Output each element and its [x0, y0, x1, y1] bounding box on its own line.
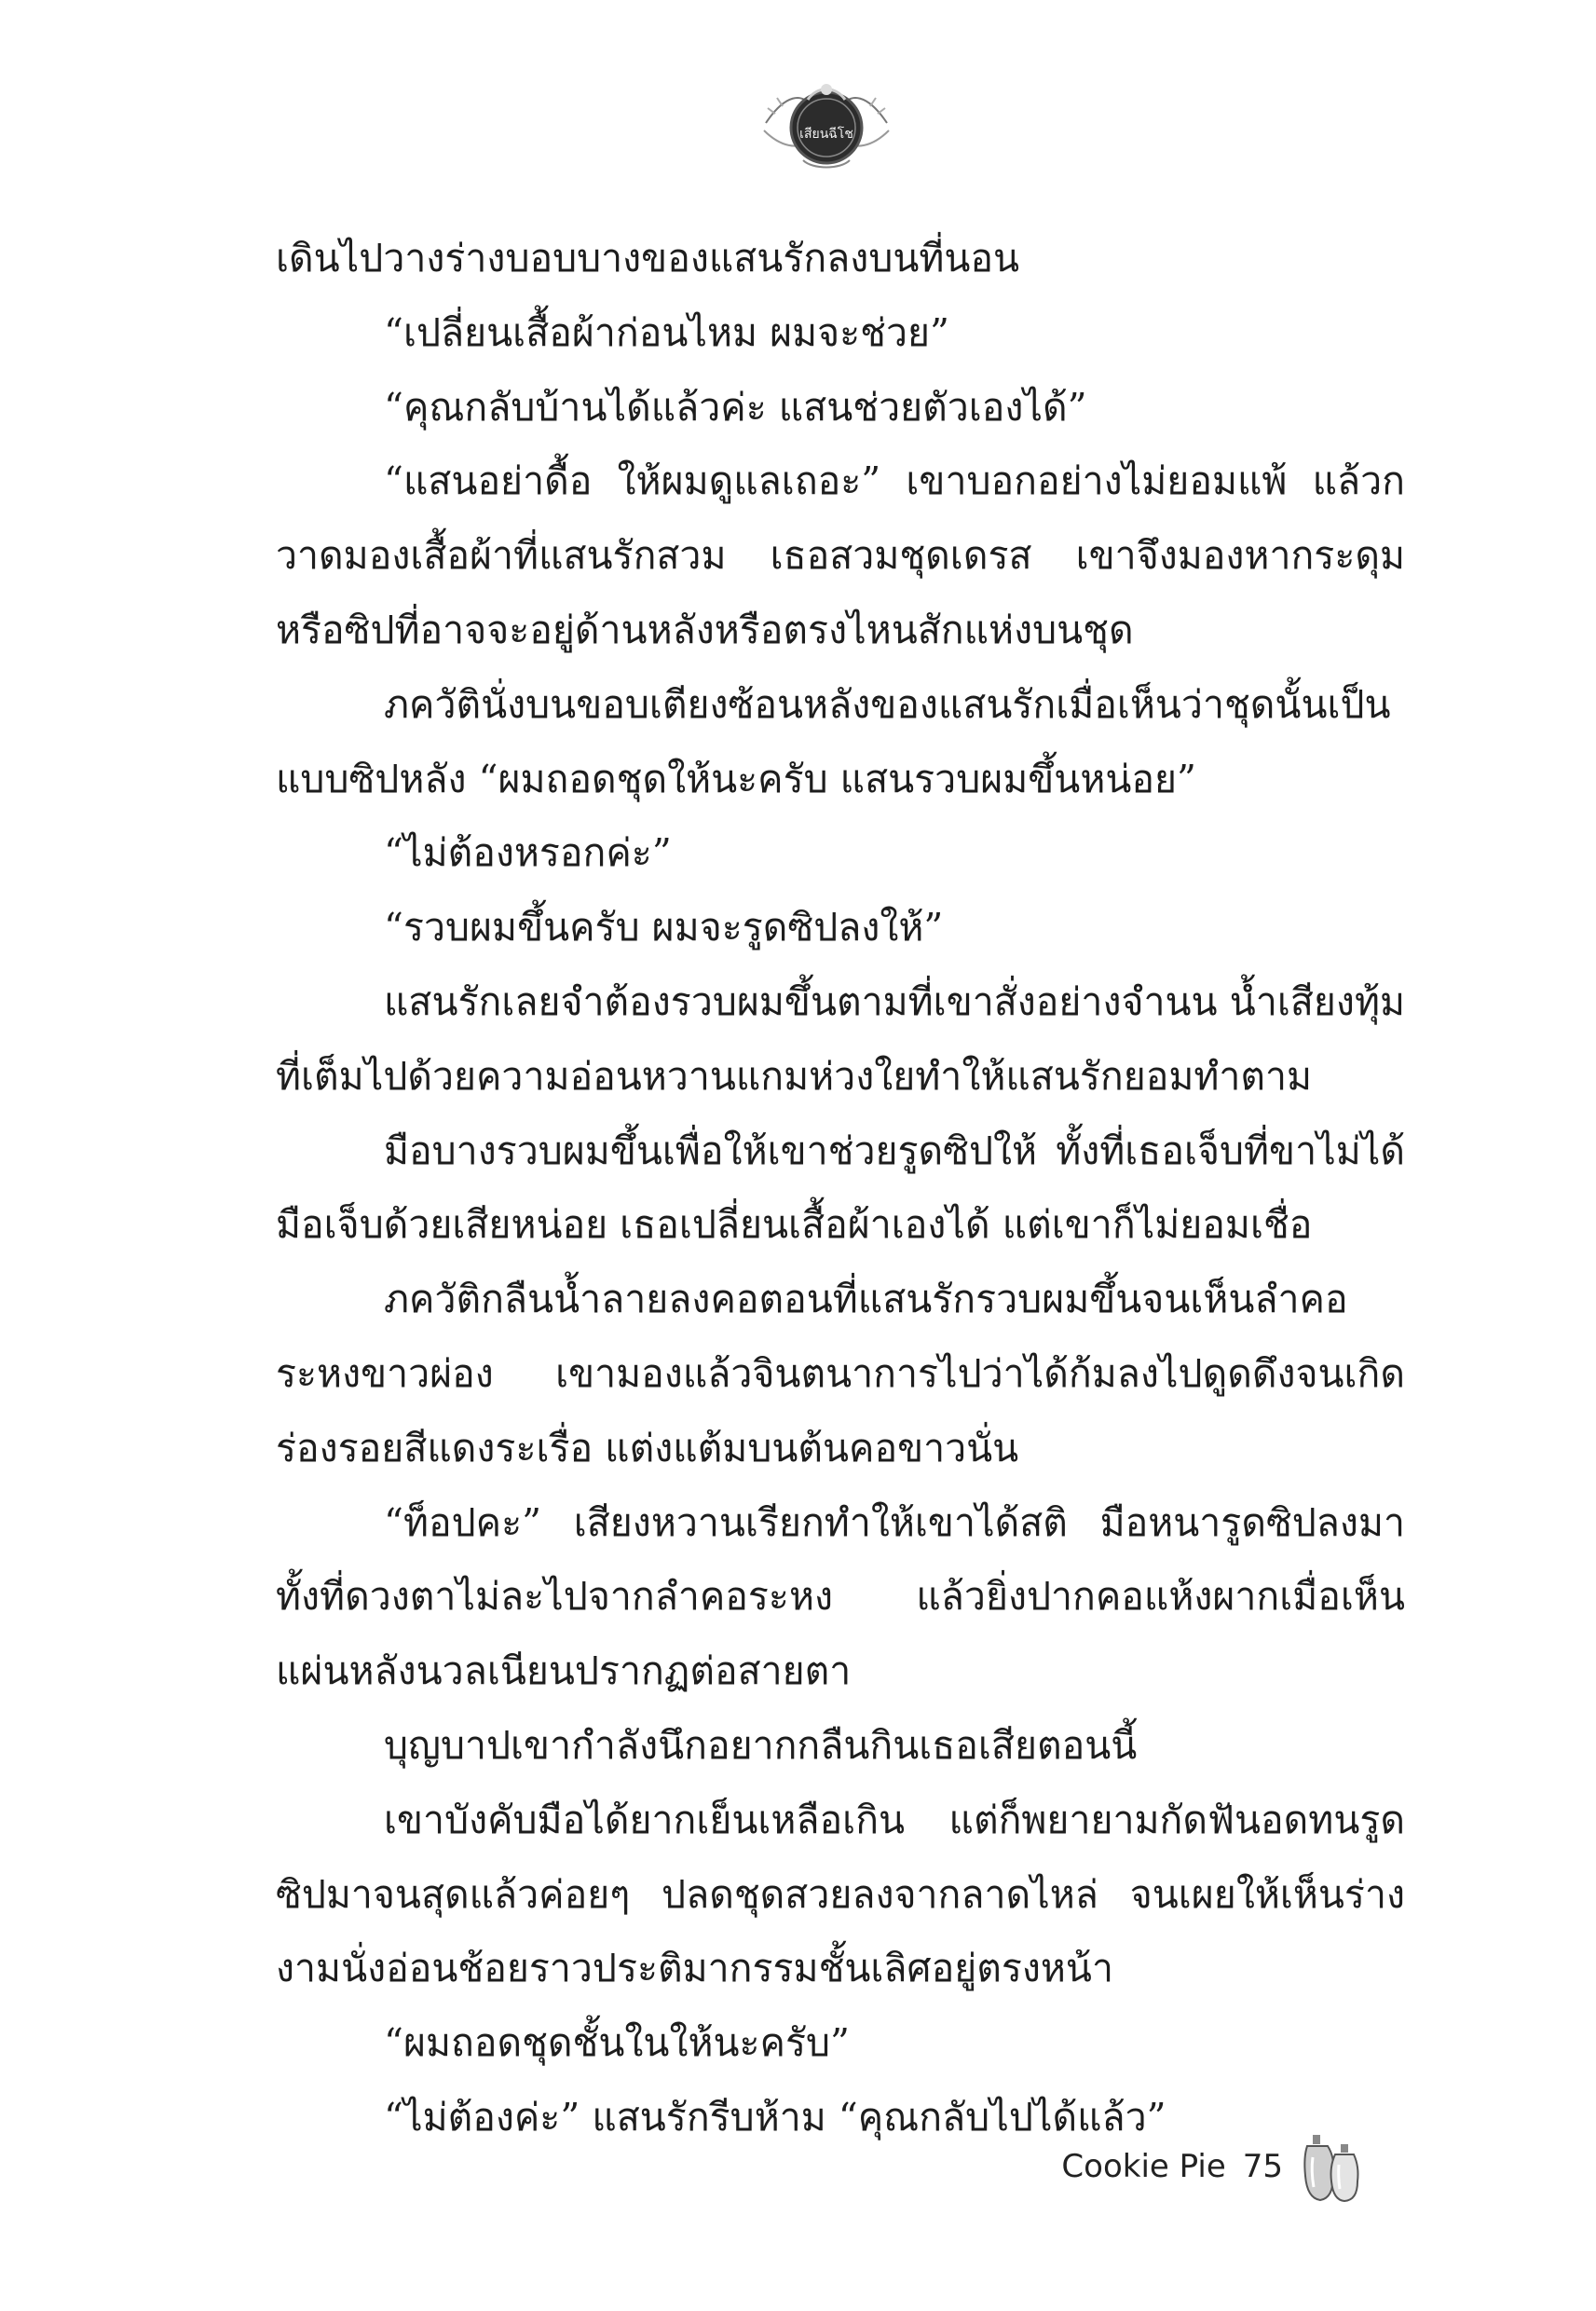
paragraph-11: “ท็อปคะ” เสียงหวานเรียกทำให้เขาได้สติ มือหนารูดซิปลงมาทั้งที่ดวงตาไม่ละไปจากลำคอระหง แล้วยิ่งปากคอแห้งผากเมื่อเห็นแผ่นหลังนวลเนียนปรากฏต่อสายตา	[276, 1499, 1405, 1694]
page-number: 75	[1242, 2148, 1283, 2185]
paragraph-3: “คุณกลับบ้านได้แล้วค่ะ แสนช่วยตัวเองได้”	[384, 384, 1087, 430]
paragraph-6: “ไม่ต้องหรอกค่ะ”	[384, 830, 672, 876]
paragraph-13: เขาบังคับมือได้ยากเย็นเหลือเกิน แต่ก็พยายามกัดฟันอดทนรูดซิปมาจนสุดแล้วค่อยๆ ปลดชุดสวยลงจากลาดไหล่ จนเผยให้เห็นร่างงามนั่งอ่อนช้อยราวประติมากรรมชั้นเลิศอยู่ตรงหน้า	[276, 1797, 1405, 1991]
page-footer	[1061, 2134, 1365, 2199]
emblem-text: เสียนฉีโช	[799, 127, 853, 142]
ornament-emblem-icon	[757, 58, 896, 188]
paragraph-7: “รวบผมขึ้นครับ ผมจะรูดซิปลงให้”	[384, 905, 944, 950]
paragraph-1: เดินไปวางร่างบอบบางของแสนรักลงบนที่นอน	[276, 236, 1020, 280]
paragraph-14: “ผมถอดชุดชั้นในให้นะครับ”	[384, 2020, 850, 2066]
story-text	[276, 222, 1405, 2155]
perfume-bottles-icon	[1300, 2129, 1365, 2204]
paragraph-2: “เปลี่ยนเสื้อผ้าก่อนไหม ผมจะช่วย”	[384, 309, 949, 355]
paragraph-5: ภควัตินั่งบนขอบเตียงซ้อนหลังของแสนรักเมื่อเห็นว่าชุดนั้นเป็นแบบซิปหลัง “ผมถอดชุดให้นะครับ แสนรวบผมขึ้นหน่อย”	[276, 681, 1391, 801]
paragraph-9: มือบางรวบผมขึ้นเพื่อให้เขาช่วยรูดซิปให้ ทั้งที่เธอเจ็บที่ขาไม่ได้มือเจ็บด้วยเสียหน่อย เธอเปลี่ยนเสื้อผ้าเองได้ แต่เขาก็ไม่ยอมเชื่อ	[276, 1128, 1405, 1248]
paragraph-8: แสนรักเลยจำต้องรวบผมขึ้นตามที่เขาสั่งอย่างจำนน น้ำเสียงทุ้มที่เต็มไปด้วยความอ่อนหวานแกมห่วงใยทำให้แสนรักยอมทำตาม	[276, 978, 1405, 1099]
paragraph-12: บุญบาปเขากำลังนึกอยากกลืนกินเธอเสียตอนนี้	[384, 1722, 1138, 1768]
paragraph-4: “แสนอย่าดื้อ ให้ผมดูแลเถอะ” เขาบอกอย่างไม่ยอมแพ้ แล้วกวาดมองเสื้อผ้าที่แสนรักสวม เธอสวมชุดเดรส เขาจึงมองหากระดุมหรือซิปที่อาจจะอยู่ด้านหลังหรือตรงไหนสักแห่งบนชุด	[276, 458, 1405, 652]
book-title: Cookie Pie	[1061, 2148, 1226, 2185]
paragraph-15: “ไม่ต้องค่ะ” แสนรักรีบห้าม “คุณกลับไปได้แล้ว”	[384, 2094, 1166, 2140]
paragraph-10: ภควัติกลืนน้ำลายลงคอตอนที่แสนรักรวบผมขึ้นจนเห็นลำคอระหงขาวผ่อง เขามองแล้วจินตนาการไปว่าได้ก้มลงไปดูดดึงจนเกิดร่องรอยสีแดงระเรื่อ แต่งแต้มบนต้นคอขาวนั่น	[276, 1277, 1405, 1470]
